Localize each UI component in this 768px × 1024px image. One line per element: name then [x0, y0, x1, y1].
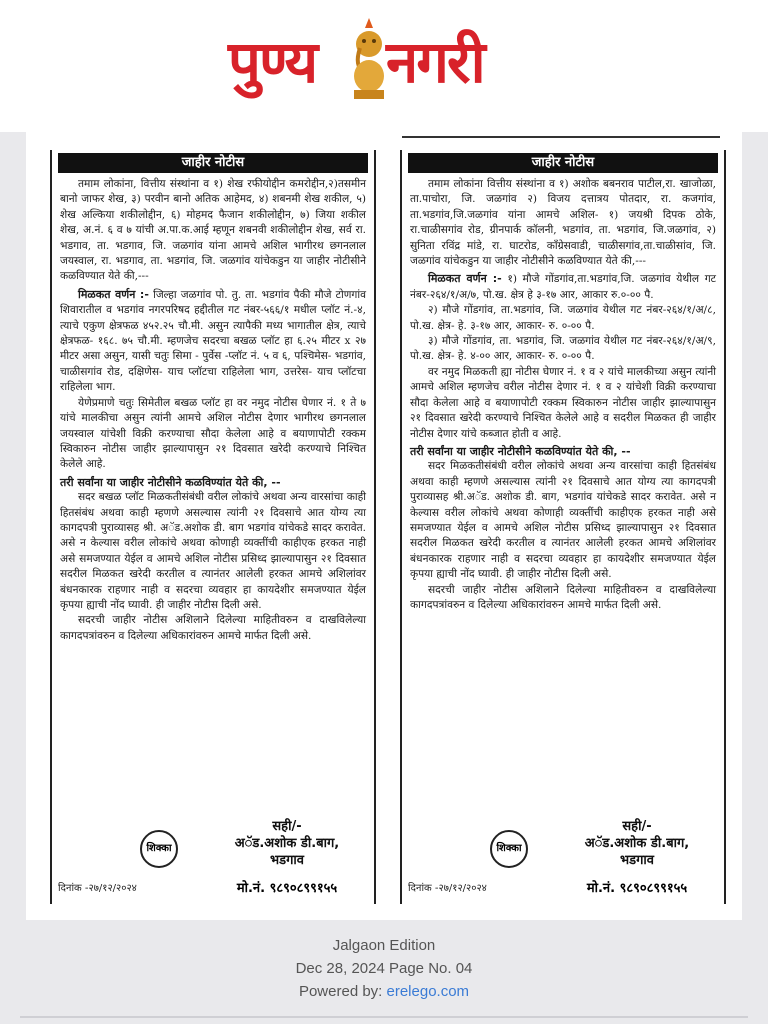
property-text: १) मौजे गोंडगांव,ता.भडगांव,जि. जळगांव येथील गट नंबर-२६४/१/अ/७, पो.ख. क्षेत्र हे ३-१७ आर, आकार रु.०-०० पै. [410, 273, 716, 301]
notice-date: दिनांक -२७/१२/२०२४ [408, 883, 487, 894]
property-label: मिळकत वर्णन :- [78, 287, 149, 301]
notice-body [402, 173, 724, 613]
notice-subheading: तरी सर्वांना या जाहीर नोटीसीने कळविण्यांत येते की, -- [60, 475, 281, 489]
date-page-label: Dec 28, 2024 Page No. 04 [295, 960, 473, 977]
powered-by-link[interactable]: erelego.com [386, 983, 470, 1000]
bottom-divider [20, 1016, 748, 1018]
logo-word-1: पुण्य [228, 28, 317, 96]
signature-lines [202, 818, 372, 869]
notice-date: दिनांक -२७/१२/२०२४ [58, 883, 137, 894]
notice-paragraph-3: सदर बखळ प्लॉट मिळकतीसंबंधी वरील लोकांचे अथवा अन्य वारसांचा काही हितसंबंध अथवा काही म्हणणे असल्यास त्यांनी २१ दिवसाचे आत योग्य त्या कागदपत्री पुराव्यासह श्री. अॅड.अशोक डी. बाग भडगांव यांचेकडे सादर करावेत. असे न केल्यास वरील लोकांचे अथवा कोणाही व्यक्तींची काहीएक हरकत नाही असे समजण्यात येईल व आमचे अशिल नोटीस प्रसिध्द झाल्यापासुन २१ दिवसात सदरील मिळकत खरेदी करतील व त्यानंतर आलेली हरकत आमचे अशिलांवर बंधनकारक राहणार नाही व सदरचा व्यवहार हा कायदेशीर समजण्यात येईल कृपया ह्याची नोंद घ्यावी. ही जाहीर नोटीस दिली असे. [60, 491, 366, 611]
signature-mark: सही/- [622, 819, 652, 834]
advocate-place: भडगाव [619, 853, 654, 868]
notice-intro: तमाम लोकांना, वित्तीय संस्थांना व १) शेख रफीयोद्दीन कमरोद्दीन,२)तसमीन बानो जाफर शेख, ३) परवीन बानो अतिक आहेमद, ४) शबनमी शेख शकील, ५) शेख अल्किया शकीलोद्दीन, ६) मोहमद फैजान शकीलोद्दीन, ७) जिया शकील शेख, अ.नं. ६ व ७ यांची अ.पा.क.आई म्हणून शबनवी शकीलोद्दीन शेख, सर्व रा. भडगाव, ता. भडगाव, जि. जळगांव यांना आमचे अशिल भागीरथ छगनलाल जयस्वाल, रा. भडगाव, ता. भडगांव, जि. जळगांव यांचेकडुन या जाहीर नोटीसीने कळविण्यात येते की,--- [60, 178, 366, 283]
notice-paragraph-4: सदरची जाहीर नोटीस अशिलाने दिलेल्या माहितीवरुन व दाखविलेल्या कागदपत्रांवरुन व दिलेल्या अधिकारांवरुन आमचे मार्फत दिली असे. [410, 583, 716, 611]
newspaper-logo [228, 14, 548, 114]
advocate-phone: मो.नं. ९८९०८९९१५५ [236, 881, 338, 896]
notice-heading: जाहीर नोटीस [58, 153, 368, 173]
property-description [410, 271, 716, 303]
signature-block [52, 819, 374, 896]
notice-paragraph-2: येणेप्रमाणे चतुः सिमेतील बखळ प्लॉट हा वर नमुद नोटीस घेणार नं. १ ते ७ यांचे मालकीचा असुन त्यांनी आमचे अशिल नोटीस देणार भागीरथ छगनलाल जयस्वाल यांचेशी विक्री करण्याचा सौदा केलेला आहे व बयाणापोटी रक्कम स्विकारुन नोटीस जाहीर झाल्यापासुन २१ दिवसात खरेदी करण्याचे निश्चित केलेले आहे. [60, 396, 366, 471]
property-description [60, 287, 366, 396]
signature-lines [552, 818, 722, 869]
notice-heading: जाहीर नोटीस [408, 153, 718, 173]
signature-mark: सही/- [272, 819, 302, 834]
powered-by-prefix: Powered by: [298, 983, 387, 1000]
advocate-place: भडगाव [269, 853, 304, 868]
public-notice-right [400, 150, 726, 904]
logo-word-2: नगरी [386, 28, 484, 96]
column-rule [402, 136, 720, 138]
notice-paragraph-2: वर नमुद मिळकती ह्या नोटीस घेणार नं. १ व २ यांचे मालकीच्या असुन त्यांनी आमचे अशिल म्हणजेच वरील नोटीस देणार नं. १ व २ यांचेशी विक्री करण्याचा सौदा केलेला आहे व बयाणापोटी रक्कम स्विकारुन नोटीस जाहीर झाल्यापासुन २१ दिवसात खरेदी करण्याचे निश्चित केलेले आहे व सदरील मिळकत ही जाहीर नोटीस देणार यांचे कब्जात होती व आहे. [410, 365, 716, 440]
notice-paragraph-4: सदरची जाहीर नोटीस अशिलाने दिलेल्या माहितीवरुन व दाखविलेल्या कागदपत्रांवरुन व दिलेल्या अधिकारांवरुन आमचे मार्फत दिली असे. [60, 614, 366, 642]
signature-block [402, 819, 724, 896]
powered-by [0, 980, 768, 1003]
property-item-2: २) मौजे गोंडगांव, ता.भडगांव, जि. जळगांव येथील गट नंबर-२६४/१/अ/८, पो.ख. क्षेत्र- हे. ३-१७ आर, आकार- रु. ०-०० पै. [410, 304, 716, 332]
public-notice-left [50, 150, 376, 904]
property-text: जिल्हा जळगांव पो. तु. ता. भडगांव पैकी मौजे टोणगांव शिवारातील व भडगांव नगरपरिषद हद्दीतील गट नंबर-५६६/१ मधील प्लॉट नं.-४, त्याचे एकुण क्षेत्रफळ ४५२.२५ चौ.मी. असुन त्यापैकी मध्य भागातील क्षेत्र, त्याचे क्षेत्रफळ- १६८. ७५ चौ.मी. म्हणजेच सदरचा बखळ प्लॉट हा ६.२५ मीटर x २७ मीटर असा असुन, यासी चतुः सिमा - पुर्वेस -प्लॉट नं. ५ व ६, पश्चिमेस- भडगांव, चाळीसगांव रोड, दक्षिणेस- याच प्लॉटचा राहिलेला भाग, उत्तरेस- याच प्लॉटचा राहिलेला भाग. [60, 288, 367, 394]
notice-paragraph-3: सदर मिळकतीसंबंधी वरील लोकांचे अथवा अन्य वारसांचा काही हितसंबंध अथवा काही म्हणणे असल्यास त्यांनी २१ दिवसाचे आत योग्य त्या कागदपत्री पुराव्यासह श्री.अॅड. अशोक डी. बाग, भडगांव यांचेकडे सादर करावेत. असे न केल्यास वरील लोकांचे अथवा कोणाही व्यक्तींची काहीएक हरकत नाही असे समजण्यात येईल व आमचे अशिल नोटीस प्रसिध्द झाल्यापासुन २१ दिवसात सदरील मिळकत खरेदी करतील व त्यानंतर आलेली हरकत आमचे अशिलांवर बंधनकारक राहणार नाही व सदरचा व्यवहार हा कायदेशीर समजण्यात येईल कृपया ह्याची नोंद घ्यावी. ही जाहीर नोटीस दिली असे. [410, 460, 716, 581]
property-item-3: ३) मौजे गोंडगांव, ता. भडगांव, जि. जळगांव येथील गट नंबर-२६४/१/अ/९, पो.ख. क्षेत्र- हे. ४-०० आर, आकार- रु. ०-०० पै. [410, 335, 716, 363]
notice-subheading: तरी सर्वांना या जाहीर नोटीसीने कळविण्यांत येते की, -- [410, 444, 631, 458]
property-label: मिळकत वर्णन :- [428, 272, 502, 286]
stamp-icon: शिक्का [140, 830, 178, 868]
notice-body [52, 173, 374, 644]
advocate-name: अॅड.अशोक डी.बाग, [234, 836, 340, 851]
advocate-phone: मो.नं. ९८९०८९९१५५ [586, 881, 688, 896]
edition-label: Jalgaon Edition [332, 937, 436, 954]
page-footer [0, 934, 768, 1003]
stamp-icon: शिक्का [490, 830, 528, 868]
advocate-name: अॅड.अशोक डी.बाग, [584, 836, 690, 851]
notice-intro: तमाम लोकांना वित्तीय संस्थांना व १) अशोक बबनराव पाटील,रा. खाजोळा, ता.पाचोरा, जि. जळगांव २) विजय दत्तात्रय पोतदार, रा. कजगांव, ता.भडगांव,जि.जळगांव यांना आमचे अशिल- १) जयश्री दिपक ठोके, रा.चाळीसगांव रोड, ग्रीनपार्क कॉलनी, भडगांव, ता. भडगांव, जि.जळगांव, २) सुनिता रविंद्र मांडे, रा. घाटरोड, कॉंग्रेसवाडी, चाळीसगांव,ता.चाळीसांव, जि. जळगांव यांचेकडुन या जाहीर नोटीसीने कळविण्यात येते की,--- [410, 178, 716, 268]
